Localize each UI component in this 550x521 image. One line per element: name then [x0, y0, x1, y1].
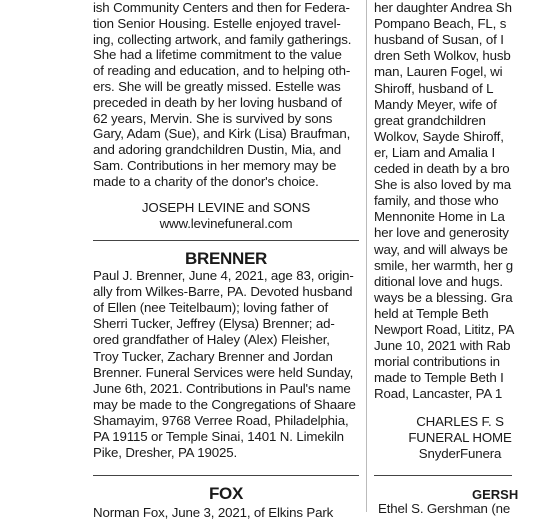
brenner-obituary-line: of Ellen (nee Teitelbaum); loving father of [93, 300, 329, 316]
right-obituary-line: smile, her warmth, her g [374, 257, 514, 273]
levine-obituary-line: Gary, Adam (Sue), and Kirk (Lisa) Braufman, [93, 126, 351, 142]
right-obituary-line: Wolkov, Sayde Shiroff, [374, 128, 504, 144]
right-obituary-line: ceded in death by a bro [374, 161, 510, 176]
levine-obituary-line: and adoring grandchildren Dustin, Mia, and [93, 142, 341, 158]
right-obituary-line: held at Temple Beth [374, 305, 489, 321]
obituary-column-right [374, 0, 519, 516]
brenner-obituary-line: Brenner. Funeral Services were held Sunday, [93, 364, 354, 380]
gersh-obituary-first-line: Ethel S. Gershman (ne [378, 501, 511, 516]
obituary-heading-brenner: BRENNER [185, 249, 267, 268]
brenner-obituary-line: may be made to the Congregations of Shaare [93, 396, 356, 412]
right-obituary-line: her love and generosity [374, 225, 509, 241]
right-obituary-line: er, Liam and Amalia I [374, 144, 496, 160]
brenner-obituary-line: ally from Wilkes-Barre, PA. Devoted husband [93, 284, 353, 300]
levine-obituary-line: tion Senior Housing. Estelle enjoyed travel- [93, 15, 341, 31]
right-obituary-line: great grandchildren [374, 112, 486, 128]
snyder-funeral-home-name: CHARLES F. S [416, 414, 504, 429]
levine-obituary-line: Sam. Contributions in her memory may be [93, 158, 337, 173]
right-obituary-line: Pompano Beach, FL, s [374, 16, 507, 32]
obituary-column-left [93, 0, 359, 520]
levine-obituary-line: preceded in death by her loving husband of [93, 94, 342, 110]
levine-obituary-line: ing, collecting artwork, and family gatherings. [93, 31, 352, 47]
right-obituary-line: her daughter Andrea Sh [374, 0, 512, 15]
right-obituary-line: man, Lauren Fogel, wi [374, 64, 503, 80]
right-obituary-line: Shiroff, husband of L [374, 80, 494, 96]
right-obituary-line: dren Seth Wolkov, husb [374, 48, 511, 64]
right-obituary-line: family, and those who [374, 193, 499, 209]
levine-obituary-line: She had a lifetime commitment to the value [93, 47, 342, 63]
right-obituary-line: Newport Road, Lititz, PA [374, 322, 515, 337]
levine-obituary-line: made to a charity of the donor's choice. [93, 173, 319, 189]
right-obituary-line: made to Temple Beth I [374, 370, 504, 386]
snyder-funeral-home-label: FUNERAL HOME [408, 430, 512, 445]
obituary-heading-fox: FOX [208, 484, 244, 503]
right-obituary-line: morial contributions in [374, 354, 500, 370]
brenner-obituary-line: Sherri Tucker, Jeffrey (Elysa) Brenner; ad- [93, 316, 335, 332]
fox-obituary-first-line: Norman Fox, June 3, 2021, of Elkins Park [93, 505, 334, 520]
brenner-obituary-line: PA 19115 or Temple Sinai, 1401 N. Limekiln [93, 429, 344, 444]
brenner-obituary-line: Shamayim, 9768 Verree Road, Philadelphia, [93, 412, 349, 428]
snyder-funeral-home-website: SnyderFunera [418, 446, 502, 461]
levine-funeral-home-name: JOSEPH LEVINE and SONS [141, 200, 311, 215]
levine-obituary-line: ers. She will be greatly missed. Estelle was [93, 79, 341, 94]
right-obituary-line: ways be a blessing. Gra [374, 289, 513, 305]
right-obituary-line: Mennonite Home in La [374, 209, 505, 225]
brenner-obituary-line: Pike, Dresher, PA 19025. [93, 445, 237, 461]
section-divider [374, 475, 512, 476]
brenner-obituary-line: Troy Tucker, Zachary Brenner and Jordan [93, 348, 333, 364]
column-divider [366, 0, 367, 512]
levine-funeral-home-website: www.levinefuneral.com [159, 216, 293, 231]
right-obituary-line: way, and will always be [374, 241, 508, 257]
right-obituary-line: Road, Lancaster, PA 1 [374, 386, 503, 402]
right-obituary-line: June 10, 2021 with Rab [374, 338, 511, 354]
section-divider [93, 240, 359, 241]
right-obituary-line: She is also loved by ma [374, 177, 511, 193]
brenner-obituary-line: June 6th, 2021. Contributions in Paul's name [93, 380, 351, 396]
section-divider [93, 475, 359, 476]
brenner-obituary-line: Paul J. Brenner, June 4, 2021, age 83, origin- [93, 268, 354, 283]
levine-obituary-line: of reading and education, and to helping oth- [93, 63, 351, 79]
right-obituary-line: husband of Susan, of I [374, 32, 504, 48]
brenner-obituary-line: ored grandfather of Haley (Alex) Fleisher, [93, 332, 330, 348]
right-obituary-line: Mandy Meyer, wife of [374, 96, 497, 112]
levine-obituary-line: 62 years, Mervin. She is survived by sons [93, 110, 333, 126]
levine-obituary-line: ish Community Centers and then for Federa- [93, 0, 350, 15]
right-obituary-line: ditional love and hugs. [374, 273, 503, 289]
obituary-heading-gersh: GERSH [472, 487, 519, 502]
